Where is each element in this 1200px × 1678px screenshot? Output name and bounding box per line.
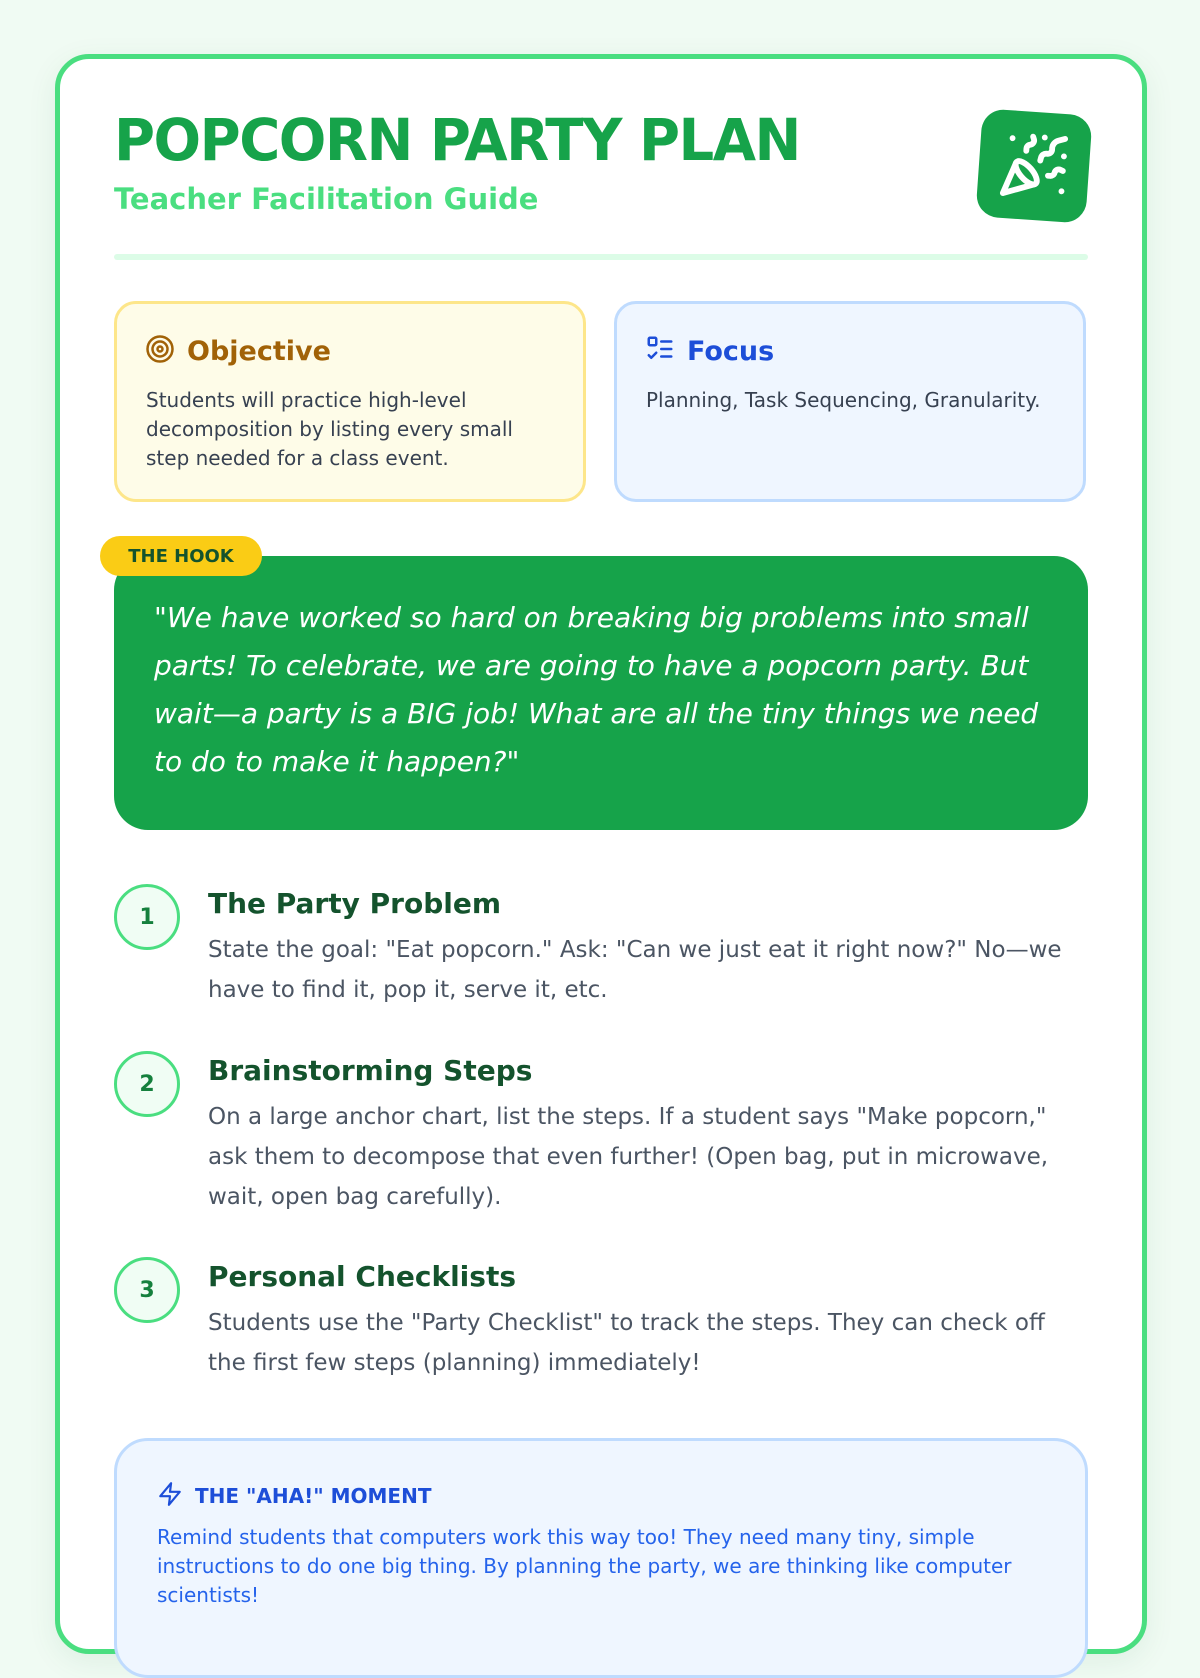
focus-box <box>614 301 1086 502</box>
objective-box <box>114 301 586 502</box>
objective-title: Objective <box>187 335 331 367</box>
step-number: 2 <box>114 1051 180 1117</box>
step-body: State the goal: "Eat popcorn." Ask: "Can we just eat it right now?" No—we have to find it, pop it, serve it, etc. <box>208 937 1062 1003</box>
hook-badge: THE HOOK <box>100 536 262 576</box>
party-popper-icon <box>975 108 1092 223</box>
step-title: Brainstorming Steps <box>208 1054 533 1087</box>
page-title: POPCORN PARTY PLAN <box>114 106 800 175</box>
focus-text: Planning, Task Sequencing, Granularity. <box>646 388 1041 412</box>
target-icon <box>145 334 175 368</box>
focus-title: Focus <box>687 335 775 367</box>
aha-moment-box <box>114 1438 1088 1678</box>
step-number: 1 <box>114 884 180 950</box>
hook-quote: "We have worked so hard on breaking big problems into small parts! To celebrate, we are going to have a popcorn party. But wait—a party is a BIG job! What are all the tiny things we need to do to make it happen?" <box>154 601 1039 778</box>
objective-text: Students will practice high-level decomposition by listing every small step needed for a class event. <box>146 388 513 470</box>
guide-card <box>55 54 1147 1654</box>
step-body: Students use the "Party Checklist" to track the steps. They can check off the first few steps (planning) immediately! <box>208 1310 1045 1376</box>
lightning-icon <box>157 1481 183 1511</box>
step-body: On a large anchor chart, list the steps. If a student says "Make popcorn," ask them to decompose that even further! (Open bag, put in microwave, wait, open bag carefully). <box>208 1104 1049 1210</box>
step-number: 3 <box>114 1257 180 1323</box>
hook-box <box>114 556 1088 830</box>
step-title: The Party Problem <box>208 887 502 920</box>
list-checks-icon <box>645 334 675 368</box>
aha-text: Remind students that computers work this way too! They need many tiny, simple instructions to do one big thing. By planning the party, we are thinking like computer scientists! <box>157 1525 1012 1607</box>
header-divider <box>114 254 1088 260</box>
aha-title: THE "AHA!" MOMENT <box>195 1484 432 1508</box>
step-title: Personal Checklists <box>208 1260 516 1293</box>
page-subtitle: Teacher Facilitation Guide <box>114 182 539 216</box>
